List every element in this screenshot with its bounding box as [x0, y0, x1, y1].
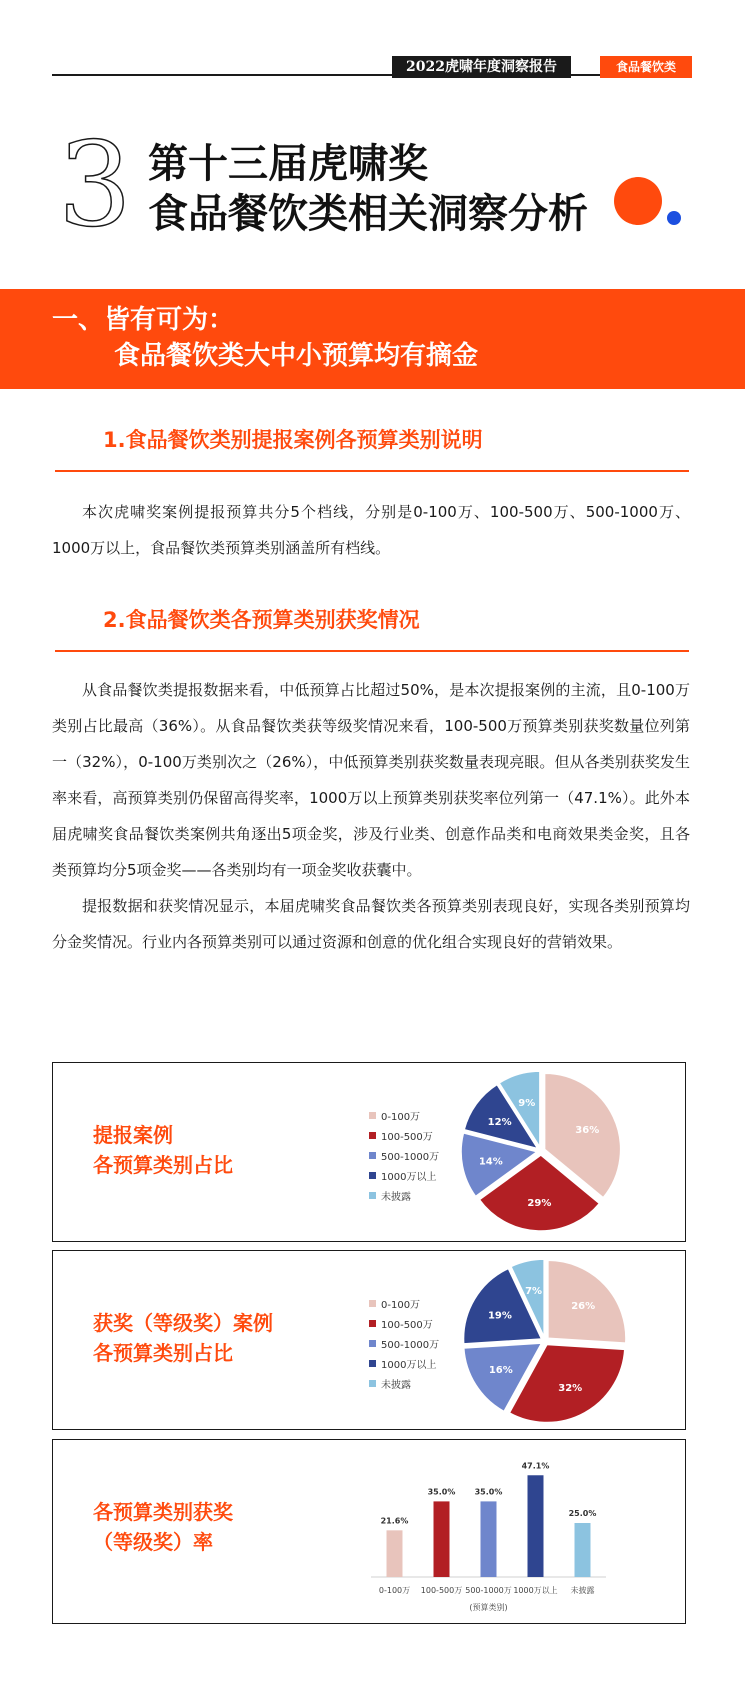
chart3-title-line2: （等级奖）率 [93, 1530, 213, 1554]
decor-blue-dot [667, 211, 681, 225]
chart2-pie [53, 1251, 684, 1428]
chapter-number: 3 [58, 118, 132, 253]
chart1-title-line2: 各预算类别占比 [93, 1153, 233, 1177]
x-axis-title: (预算类别) [469, 1603, 508, 1612]
subsection2-title: 2.食品餐饮类各预算类别获奖情况 [103, 608, 420, 632]
legend-label: 0-100万 [381, 1111, 421, 1123]
pie-data-label: 19% [487, 1310, 512, 1322]
subsection2-rule [55, 650, 689, 652]
chart1-title-line1: 提报案例 [93, 1123, 173, 1147]
legend-label: 未披露 [381, 1191, 411, 1203]
legend-label: 500-1000万 [381, 1151, 440, 1163]
chart3-bar [53, 1440, 684, 1622]
report-title: 2022虎啸年度洞察报告 [392, 56, 571, 78]
chart-box-submissions [52, 1062, 686, 1242]
subsection1-rule [55, 470, 689, 472]
subsection1-text [52, 494, 690, 566]
legend-label: 未披露 [381, 1379, 411, 1391]
pie-data-label: 12% [487, 1116, 512, 1128]
category-tag: 食品餐饮类 [600, 56, 692, 78]
header-rule [52, 74, 692, 76]
bar-4 [528, 1475, 544, 1577]
bar-1 [387, 1530, 403, 1577]
pie-data-label: 26% [571, 1301, 596, 1313]
chapter-title-line1: 第十三届虎啸奖 [148, 140, 428, 187]
chart-box-awards [52, 1250, 686, 1430]
chart2-title-line2: 各预算类别占比 [93, 1341, 233, 1365]
legend-label: 100-500万 [381, 1319, 433, 1331]
decor-orange-circle [614, 177, 662, 225]
bar-3 [481, 1501, 497, 1577]
bar-value-label: 35.0% [474, 1487, 503, 1497]
chart-box-award-rate [52, 1439, 686, 1624]
bar-value-label: 21.6% [380, 1516, 409, 1526]
chart1-pie [53, 1063, 684, 1240]
pie-data-label: 29% [527, 1198, 552, 1210]
pie-data-label: 16% [488, 1365, 513, 1377]
pie-data-label: 9% [518, 1097, 536, 1109]
legend-label: 1000万以上 [381, 1171, 437, 1183]
legend-label: 500-1000万 [381, 1339, 440, 1351]
pie-data-label: 7% [525, 1285, 543, 1297]
bar-value-label: 47.1% [521, 1461, 550, 1471]
legend-label: 100-500万 [381, 1131, 433, 1143]
section-title-line2: 食品餐饮类大中小预算均有摘金 [114, 341, 479, 371]
x-tick-label: 500-1000万 [465, 1586, 512, 1595]
x-tick-label: 1000万以上 [513, 1586, 558, 1595]
pie-data-label: 14% [478, 1156, 503, 1168]
legend-label: 1000万以上 [381, 1359, 437, 1371]
subsection1-title: 1.食品餐饮类别提报案例各预算类别说明 [103, 428, 483, 452]
chart3-title-line1: 各预算类别获奖 [93, 1500, 233, 1524]
chapter-title-line2: 食品餐饮类相关洞察分析 [148, 190, 588, 237]
bar-2 [434, 1501, 450, 1577]
x-tick-label: 100-500万 [420, 1586, 463, 1595]
section-title-line1: 一、皆有可为： [52, 305, 235, 335]
subsection2-paragraph1: 从食品餐饮类提报数据来看，中低预算占比超过50%，是本次提报案例的主流，且0-100万类别占比最高（36%）。从食品餐饮类获等级奖情况来看，100-500万预算类别获奖数量位列第一（32%），0-100万类别次之（26%），中低预算类别获奖数量表现亮眼。但从各类别获奖发生率来看，高预算类别仍保留高得奖率，1000万以上预算类别获奖率位列第一（47.1%）。此外本届虎啸奖食品餐饮类案例共角逐出5项金奖，涉及行业类、创意作品类和电商效果类金奖，且各类预算均分5项金奖——各类别均有一项金奖收获囊中。 [52, 681, 690, 879]
bar-value-label: 35.0% [427, 1487, 456, 1497]
legend-label: 0-100万 [381, 1299, 421, 1311]
pie-data-label: 32% [558, 1382, 583, 1394]
bar-5 [575, 1523, 591, 1577]
x-tick-label: 0-100万 [378, 1586, 411, 1595]
subsection2-paragraph2: 提报数据和获奖情况显示，本届虎啸奖食品餐饮类各预算类别表现良好，实现各类别预算均分金奖情况。行业内各预算类别可以通过资源和创意的优化组合实现良好的营销效果。 [52, 897, 690, 951]
pie-data-label: 36% [575, 1125, 600, 1137]
chart2-title-line1: 获奖（等级奖）案例 [93, 1311, 273, 1335]
subsection1-paragraph: 本次虎啸奖案例提报预算共分5个档线，分别是0-100万、100-500万、500-1000万、1000万以上，食品餐饮类预算类别涵盖所有档线。 [52, 503, 690, 557]
x-tick-label: 未披露 [570, 1586, 595, 1595]
subsection2-text [52, 672, 690, 960]
bar-value-label: 25.0% [568, 1509, 597, 1518]
